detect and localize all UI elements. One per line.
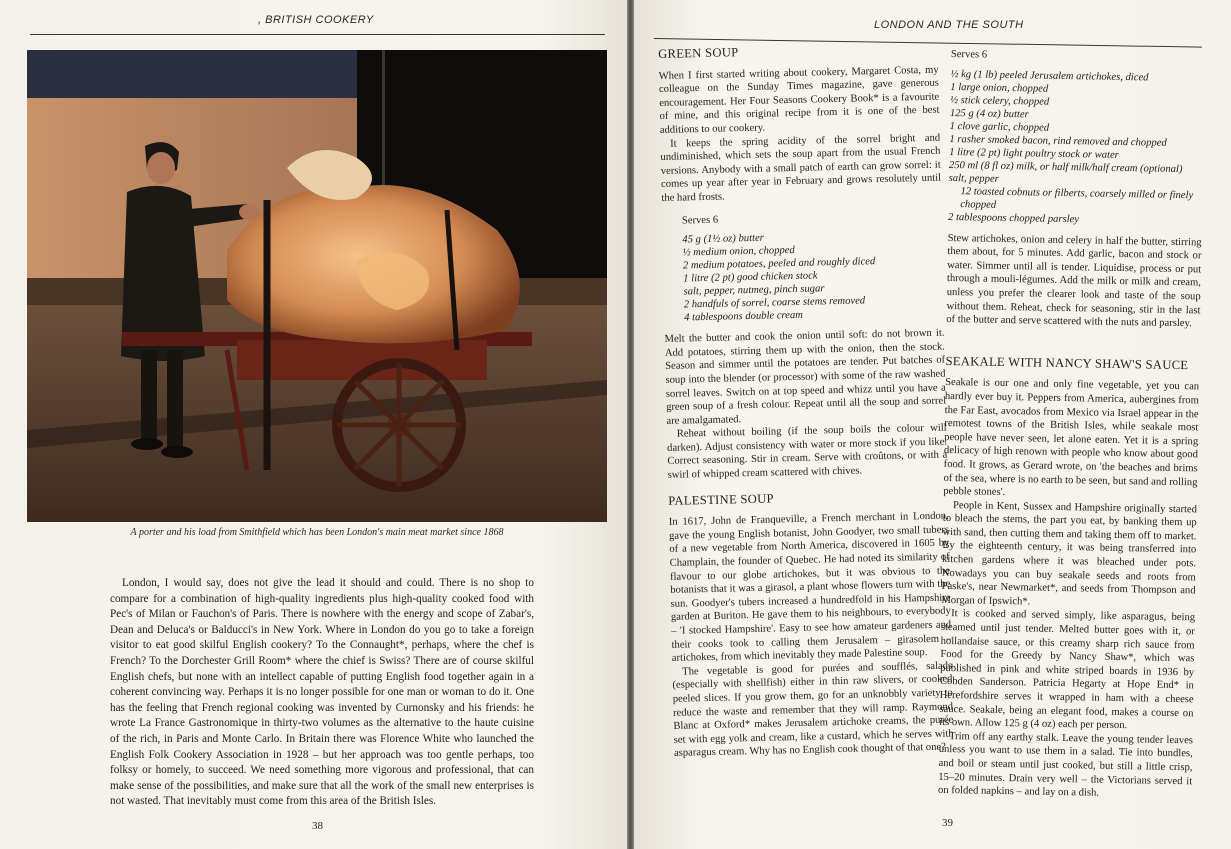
green-soup-method-1: Melt the butter and cook the onion until soft: do not brown it. Add potatoes, stirring them up with the onion, then the stock. Season and simmer until the potatoes are tender. Put batches of soup into the blender (or processor) with some of the raw washed sorrel leaves. Switch on at top speed and whizz until you have a green soup of a fresh colour. Repeat until all the soup and sorrel are amalgamated. [664, 327, 947, 427]
right-running-head: LONDON AND THE SOUTH [874, 19, 1024, 31]
book-gutter [627, 0, 634, 849]
right-page [634, 0, 1231, 849]
palestine-soup-method: Stew artichokes, onion and celery in half the butter, stirring them about, for 5 minutes. Add garlic, bacon and stock or water. Simmer until all is tender. Liquidise, process or put through a mouli-légumes. Add the milk or milk and cream, unless you prefer the clearer look and taste of the soup without them. Reheat, check for seasoning, stir in the last of the butter and serve scattered with the nuts and parsley. [946, 232, 1202, 330]
left-body-text [110, 576, 534, 810]
ingredient-item: 1 litre (2 pt) good chicken stock [683, 270, 818, 285]
palestine-soup-intro-1: In 1617, John de Franqueville, a French merchant in London, gave the young English botanist, John Goodyer, two small tubers of a new vegetable from North America, discovered in 1605 by Champlain, the founder of Quebec. He had noted its similarity of flavour to our globe artichokes, but it was obvious to the botanists that it was a girasol, a plant whose flowers turn with the sun. Goodyer's tubers increased a hundredfold in his Hampshire garden at Buriton. He gave them to his neighbours, to everybody – 'I stocked Hampshire'. Easy to see how amateur gardeners and their cooks took to calling them Jerusalem – girasolem – artichokes, from which inevitably they made Palestine soup. [668, 510, 952, 665]
ingredient-item: 2 medium potatoes, peeled and roughly diced [682, 256, 876, 272]
left-header-rule [30, 34, 605, 35]
right-page-left-column [658, 42, 954, 761]
ingredient-item: salt, pepper, nutmeg, pinch sugar [683, 283, 825, 298]
seakale-para-2: People in Kent, Sussex and Hampshire originally started to bleach the stems, the part you eat, by banking them up with sand, then cutting them and taking them off to market. By the eighteenth century, it was being transferred into kitchen gardens where it was bleached under pots. Nowadays you can buy seakale seeds and roots from Paske's, near Newmarket*, and seeds from Thompson and Morgan of Ipswich*. [941, 499, 1198, 608]
green-soup-ingredients [682, 228, 944, 325]
palestine-soup-title: PALESTINE SOUP [668, 491, 774, 508]
porter-photograph [27, 50, 607, 522]
seakale-para-3: It is cooked and served simply, like asparagus, being steamed until just tender. Melted butter goes with it, or hollandaise sauce, or this creamy sharp rich sauce from Food for the Greedy by Nancy Shaw*, which was published in pink and white striped boards in 1936 by Cobden Sanderson. Patricia Hegarty at Hope End* in Herefordshire serves it wrapped in ham with a cheese sauce. Seakale, being an elegant food, makes a course on its own. Allow 125 g (4 oz) each per person. [939, 608, 1196, 732]
left-running-head: , BRITISH COOKERY [258, 14, 374, 26]
ingredient-item: 1 large onion, chopped [950, 81, 1049, 95]
photo-caption: A porter and his load from Smithfield which has been London's main meat market since 1868 [130, 527, 504, 538]
ingredient-item: ½ stick celery, chopped [949, 94, 1050, 108]
palestine-soup-ingredients [948, 68, 1205, 228]
left-page-number: 38 [312, 820, 323, 832]
right-page-number: 39 [942, 817, 953, 829]
right-page-right-column [938, 48, 1205, 802]
seakale-para-4: Trim off any earthy stalk. Leave the young tender leaves unless you want to use them in a salad. Tie into bundles, and boil or steam until just cooked, but still a little crisp, 15–20 minutes. Drain very well – the Victorians served it on folded napkins – and lay on a dish. [937, 730, 1194, 799]
green-soup-intro-2: It keeps the spring acidity of the sorrel bright and undiminished, which sets the soup apart from the usual French versions. Anybody with a small patch of earth can grow sorrel: it comes up year after year in February and grows resolutely until the hard frosts. [660, 132, 942, 204]
ingredient-item: 250 ml (8 fl oz) milk, or half milk/half cream (optional) [948, 159, 1183, 175]
ingredient-item: 2 tablespoons chopped parsley [947, 211, 1080, 225]
ingredient-item: 45 g (1½ oz) butter [682, 232, 764, 246]
ingredient-item: 4 tablespoons double cream [684, 309, 804, 324]
green-soup-serves: Serves 6 [681, 214, 719, 227]
ingredient-item: ½ kg (1 lb) peeled Jerusalem artichokes, diced [950, 68, 1149, 84]
palestine-soup-serves: Serves 6 [950, 48, 988, 61]
seakale-para-1: Seakale is our one and only fine vegetable, yet you can hardly ever buy it. Peppers from America, aubergines from the Far East, avocados from Mexico via Israel appear in the remotest towns of the British Isles, while seakale most people have never seen, let alone eaten. Yet it is a spring delicacy of high renown with people who know about good food. It grows, as Gerard wrote, on 'the beaches and brims of the sea, where is no earth to be seen, but sand and rolling pebble stones'. [943, 377, 1200, 499]
ingredient-item: 1 rasher smoked bacon, rind removed and chopped [949, 133, 1167, 149]
seakale-title: SEAKALE WITH NANCY SHAW'S SAUCE [945, 353, 1189, 372]
palestine-soup-intro-2: The vegetable is good for purées and soufflés, salads (especially with shellfish) either in thin raw slivers, or cooked peeled slices. If you grow them, go for an unknobbly variety to reduce the waste and remember that they will ramp. Raymond Blanc at Oxford* makes Jerusalem artichoke creams, the purée set with egg yolk and cream, like a custard, which he serves with asparagus cream. Why has no English cook thought of that one? [672, 660, 954, 760]
left-body-paragraph: London, I would say, does not give the lead it should and could. There is no shop to compare for a combination of high-quality ingredients plus high-quality cooked food with Pec's of Milan or Fauchon's of Paris. There is nowhere with the energy and scope of Zabar's, Dean and Deluca's or Balducci's in New York. Where in London do you go to take a foreign visitor to eat good skilful English cookery? To the Connaught*, perhaps, where the chef is French? To the Dorchester Grill Room* where the chief is Swiss? There are of course skilful English chefs, but none with an intellect capable of putting English food together again in a coherent convincing way. Perhaps it is no longer possible for one man or woman to do it. One has the feeling that French regional cooking was invented by Curnonsky and his friends: he wrote La France Gastronomique in thirty-two volumes as the alternative to the haute cuisine of the rich, in Paris and Monte Carlo. In Britain there was Florence White who launched the English Folk Cookery Association in 1928 – but her approach was too gentle perhaps, too folksy or homely, to succeed. We need something more vigorous and professional, that can make sense of the possibilities, and make sure that all the work of the small new enterprises is not wasted. That inevitably must come from this area of the British Isles. [110, 577, 534, 808]
ingredient-item: salt, pepper [948, 172, 999, 185]
ingredient-item: 125 g (4 oz) butter [949, 107, 1029, 120]
ingredient-item: 12 toasted cobnuts or filberts, coarsely milled or finely chopped [960, 185, 1194, 211]
green-soup-title: GREEN SOUP [657, 45, 739, 61]
ingredient-item: ½ medium onion, chopped [682, 245, 795, 259]
green-soup-method-2: Reheat without boiling (if the soup boils the colour will darken). Adjust consistency with water or more stock if you like. Correct seasoning. Stir in cream. Serve with croûtons, or with a swirl of whipped cream scattered with chives. [666, 422, 948, 481]
ingredient-item: 2 handfuls of sorrel, coarse stems removed [683, 295, 866, 311]
ingredient-item: 1 clove garlic, chopped [949, 120, 1050, 134]
green-soup-intro-1: When I first started writing about cookery, Margaret Costa, my colleague on the Sunday Times magazine, gave generous encouragement. Her Four Seasons Cookery Book* is a favourite of mine, and this original recipe from it is one of the best additions to our cookery. [658, 64, 940, 136]
ingredient-item: 1 litre (2 pt) light poultry stock or water [949, 146, 1119, 161]
